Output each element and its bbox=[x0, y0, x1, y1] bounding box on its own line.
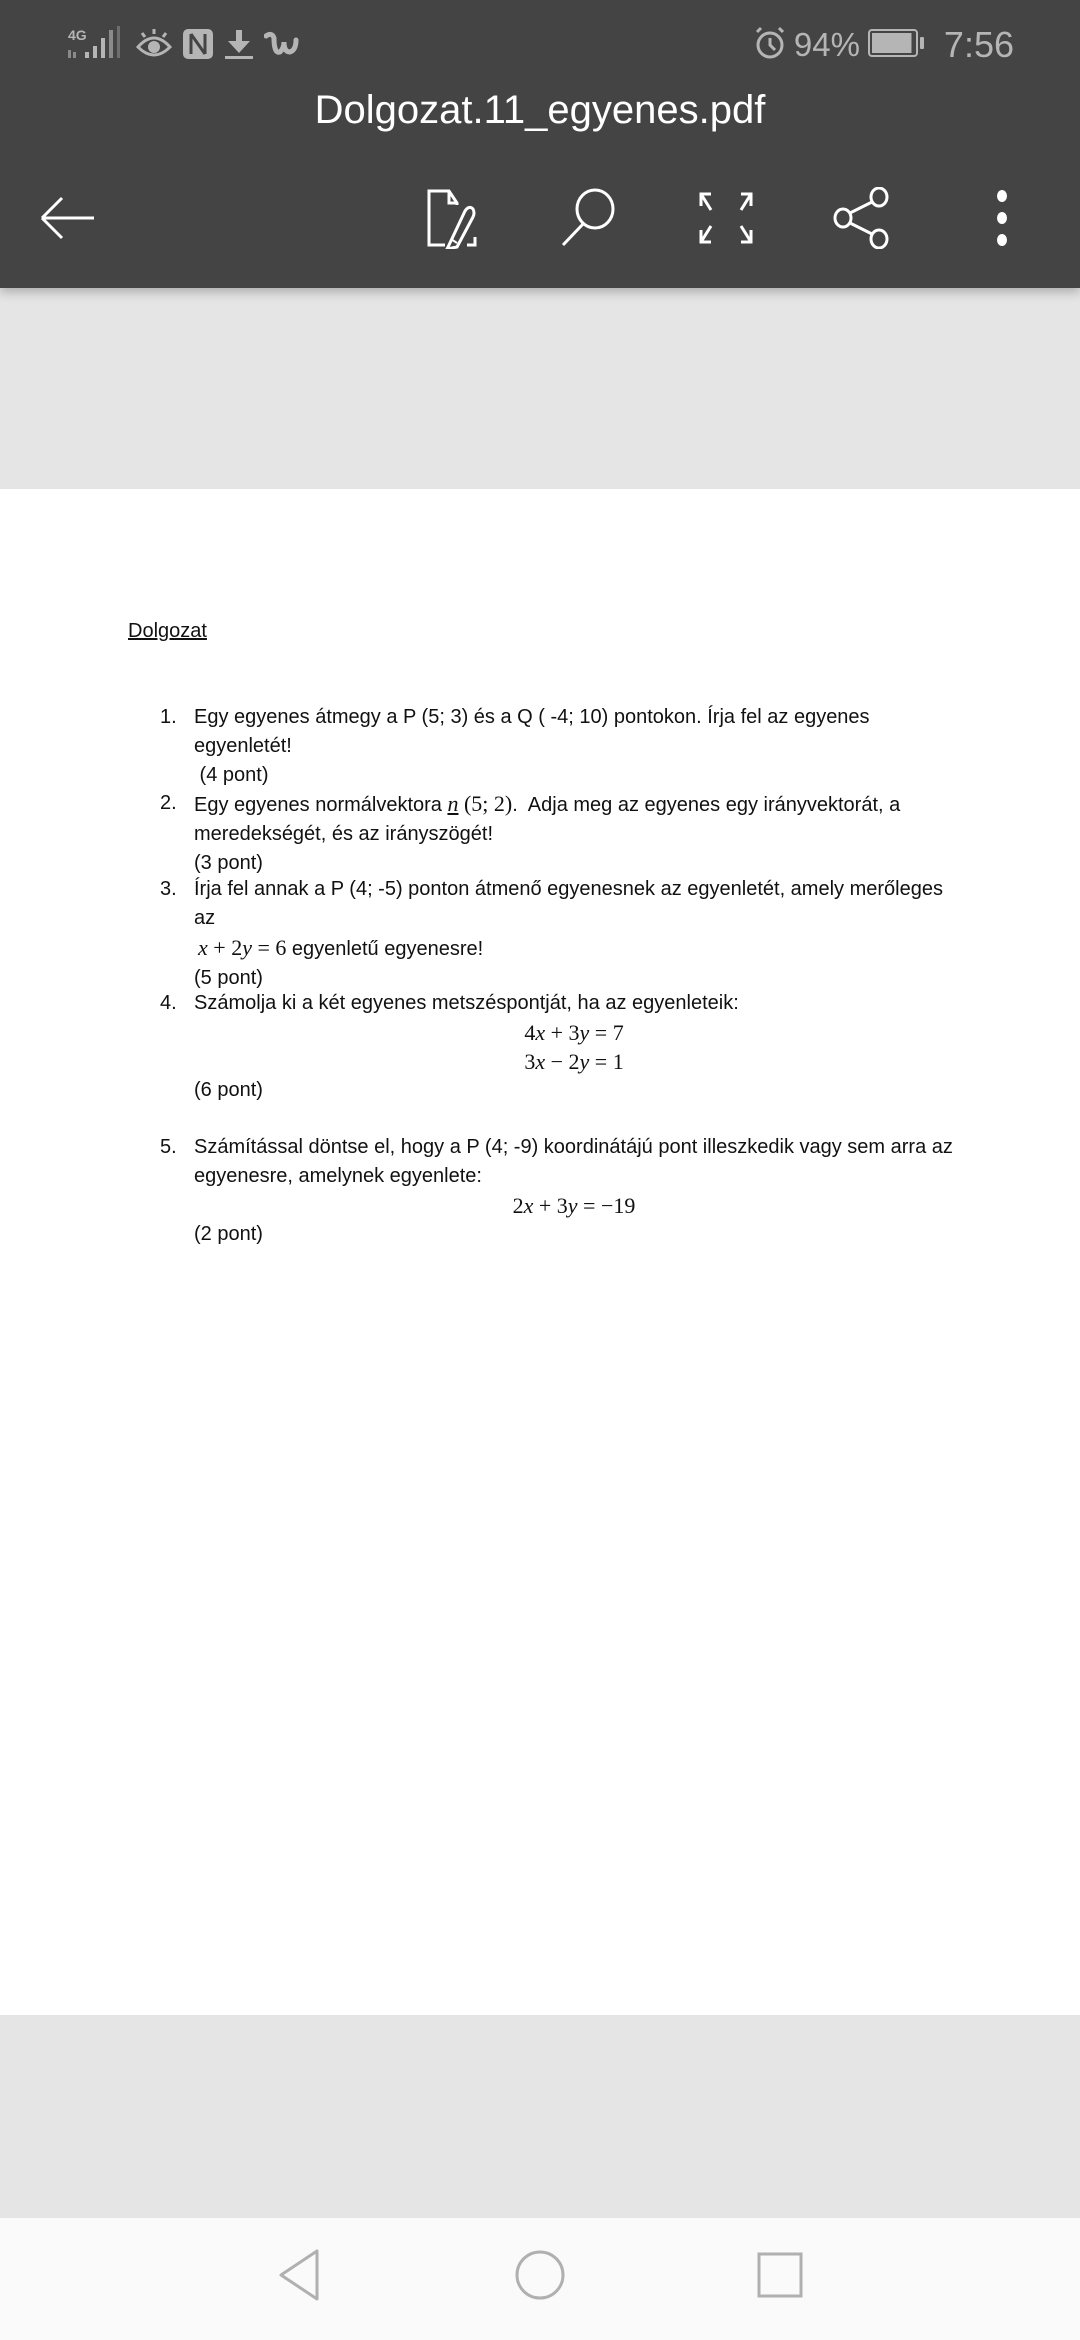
equation: 2x + 3y = −19 bbox=[512, 1193, 636, 1218]
alarm-icon bbox=[754, 26, 786, 65]
question-points: (4 pont) bbox=[194, 764, 269, 786]
battery-icon bbox=[868, 28, 926, 63]
question-text: egyenletét! bbox=[194, 735, 292, 757]
equation-1: 4x + 3y = 7 bbox=[524, 1020, 624, 1045]
equation: x + 2y = 6 bbox=[198, 935, 287, 960]
battery-fill bbox=[872, 33, 911, 53]
network-type-label: 4G bbox=[68, 26, 87, 43]
signal-icon bbox=[68, 26, 126, 67]
document-heading: Dolgozat bbox=[128, 620, 207, 642]
square-recents-icon bbox=[755, 2250, 805, 2305]
viewer-background-top bbox=[0, 288, 1080, 489]
search-icon bbox=[557, 187, 619, 254]
question-points: (3 pont) bbox=[194, 852, 263, 874]
pdf-page[interactable] bbox=[0, 489, 1080, 2015]
question-text: Számítással döntse el, hogy a P (4; -9) koordinátájú pont illeszkedik vagy sem arra az bbox=[194, 1136, 953, 1158]
question-body bbox=[194, 789, 954, 878]
question-text bbox=[194, 789, 954, 820]
question-text: egyenesre, amelynek egyenlete: bbox=[194, 1165, 482, 1187]
question-text: Számolja ki a két egyenes metszéspontját, ha az egyenleteik: bbox=[194, 992, 739, 1014]
system-navigation-bar bbox=[0, 2218, 1080, 2340]
question-text: meredekségét, és az irányszögét! bbox=[194, 823, 494, 845]
vector-coordinates: (5; 2) bbox=[458, 791, 513, 816]
more-options-button[interactable] bbox=[962, 180, 1042, 260]
share-icon bbox=[833, 187, 893, 254]
toolbar bbox=[0, 180, 1080, 260]
question-text-part: Egy egyenes normálvektora bbox=[194, 794, 448, 816]
question-number: 1. bbox=[160, 706, 177, 728]
back-button[interactable] bbox=[28, 180, 108, 260]
fullscreen-icon bbox=[699, 192, 753, 249]
question-number: 5. bbox=[160, 1136, 177, 1158]
wish-app-icon bbox=[264, 28, 300, 65]
status-left bbox=[68, 26, 300, 66]
status-bar bbox=[0, 0, 1080, 90]
question-text bbox=[194, 933, 954, 964]
nav-back-button[interactable] bbox=[260, 2242, 340, 2312]
question-points: (5 pont) bbox=[194, 967, 263, 989]
question-body bbox=[194, 875, 954, 993]
more-vertical-icon bbox=[995, 190, 1009, 251]
nfc-icon bbox=[182, 28, 214, 65]
edit-button[interactable] bbox=[413, 180, 493, 260]
battery-percent: 94% bbox=[793, 26, 860, 63]
app-bar bbox=[0, 0, 1080, 288]
question-body bbox=[194, 1133, 954, 1249]
question-text: Írja fel annak a P (4; -5) ponton átmenő egyenesnek az egyenletét, amely merőleges bbox=[194, 878, 943, 900]
question-points: (6 pont) bbox=[194, 1079, 263, 1101]
download-icon bbox=[224, 28, 254, 65]
nav-recents-button[interactable] bbox=[740, 2242, 820, 2312]
normal-vector: n bbox=[447, 791, 459, 816]
question-number: 3. bbox=[160, 878, 177, 900]
equation-2: 3x − 2y = 1 bbox=[524, 1049, 624, 1074]
nav-home-button[interactable] bbox=[500, 2242, 580, 2312]
arrow-left-icon bbox=[38, 193, 98, 248]
eye-icon bbox=[136, 27, 172, 66]
question-text-part: . Adja meg az egyenes egy irányvektorát, a bbox=[512, 794, 901, 816]
question-text: Egy egyenes átmegy a P (5; 3) és a Q ( -4; 10) pontokon. Írja fel az egyenes bbox=[194, 706, 870, 728]
document-title: Dolgozat.11_egyenes.pdf bbox=[314, 88, 766, 132]
question-text: az bbox=[194, 907, 216, 929]
question-text-part: egyenletű egyenesre! bbox=[286, 938, 484, 960]
circle-home-icon bbox=[513, 2248, 567, 2307]
question-number: 2. bbox=[160, 792, 177, 814]
question-body bbox=[194, 703, 954, 790]
question-number: 4. bbox=[160, 992, 177, 1014]
share-button[interactable] bbox=[823, 180, 903, 260]
question-points: (2 pont) bbox=[194, 1223, 263, 1245]
status-right bbox=[754, 22, 1014, 68]
fullscreen-button[interactable] bbox=[686, 180, 766, 260]
triangle-back-icon bbox=[277, 2248, 323, 2307]
viewer-background-bottom bbox=[0, 2015, 1080, 2218]
clock: 7:56 bbox=[943, 24, 1014, 65]
edit-document-icon bbox=[423, 187, 483, 254]
question-body bbox=[194, 989, 954, 1105]
search-button[interactable] bbox=[548, 180, 628, 260]
